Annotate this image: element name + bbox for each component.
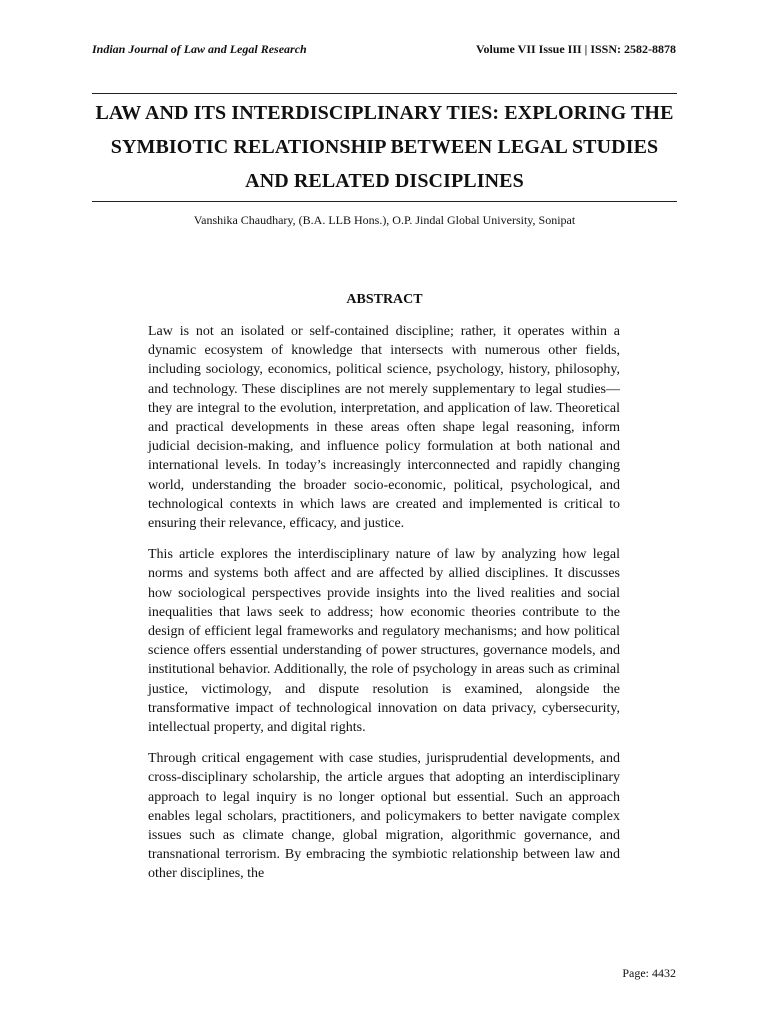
title-bottom-rule (92, 201, 677, 202)
journal-name: Indian Journal of Law and Legal Research (92, 42, 307, 56)
volume-issue: Volume VII Issue III | ISSN: 2582-8878 (475, 42, 676, 56)
abstract-paragraph: Law is not an isolated or self-contained discipline; rather, it operates within a dynamic ecosystem of knowledge that intersects with numerous other fields, including sociology, economics, political science, psychology, history, philosophy, and technology. These disciplines are not merely supplementary to legal studies—they are integral to the evolution, interpretation, and application of law. Theoretical and practical developments in these areas often shape legal reasoning, inform judicial decision-making, and influence policy formulation at both national and international levels. In today’s increasingly interconnected and rapidly changing world, understanding the broader socio-economic, political, psychological, and technological contexts in which laws are created and implemented is critical to ensuring their relevance, efficacy, and justice. (148, 324, 620, 532)
page-number: Page: 4432 (622, 966, 676, 980)
abstract-paragraph: Through critical engagement with case studies, jurisprudential developments, and cross-disciplinary scholarship, the article argues that adopting an interdisciplinary approach to legal inquiry is no longer optional but essential. Such an approach enables legal scholars, practitioners, and policymakers to better navigate complex issues such as climate change, global migration, algorithmic governance, and transnational terrorism. By embracing the symbiotic relationship between law and other disciplines, the (148, 751, 620, 882)
abstract-body (148, 322, 620, 896)
author-line: Vanshika Chaudhary, (B.A. LLB Hons.), O.P. Jindal Global University, Sonipat (193, 213, 576, 227)
abstract-paragraph: This article explores the interdisciplinary nature of law by analyzing how legal norms and systems both affect and are affected by allied disciplines. It discusses how sociological perspectives provide insights into the lived realities and social inequalities that laws seek to address; how economic theories contribute to the design of efficient legal frameworks and regulatory mechanisms; and how political science offers essential understanding of power structures, governance models, and institutional behavior. Additionally, the role of psychology in areas such as criminal justice, victimology, and dispute resolution is examined, alongside the transformative impact of technological innovation on data privacy, cybersecurity, intellectual property, and digital rights. (148, 547, 620, 736)
title-top-rule (92, 93, 677, 94)
paper-title: LAW AND ITS INTERDISCIPLINARY TIES: EXPLORING THE SYMBIOTIC RELATIONSHIP BETWEEN LEGAL STUDIES AND RELATED DISCIPLINES (95, 102, 674, 192)
abstract-heading: ABSTRACT (346, 292, 423, 307)
